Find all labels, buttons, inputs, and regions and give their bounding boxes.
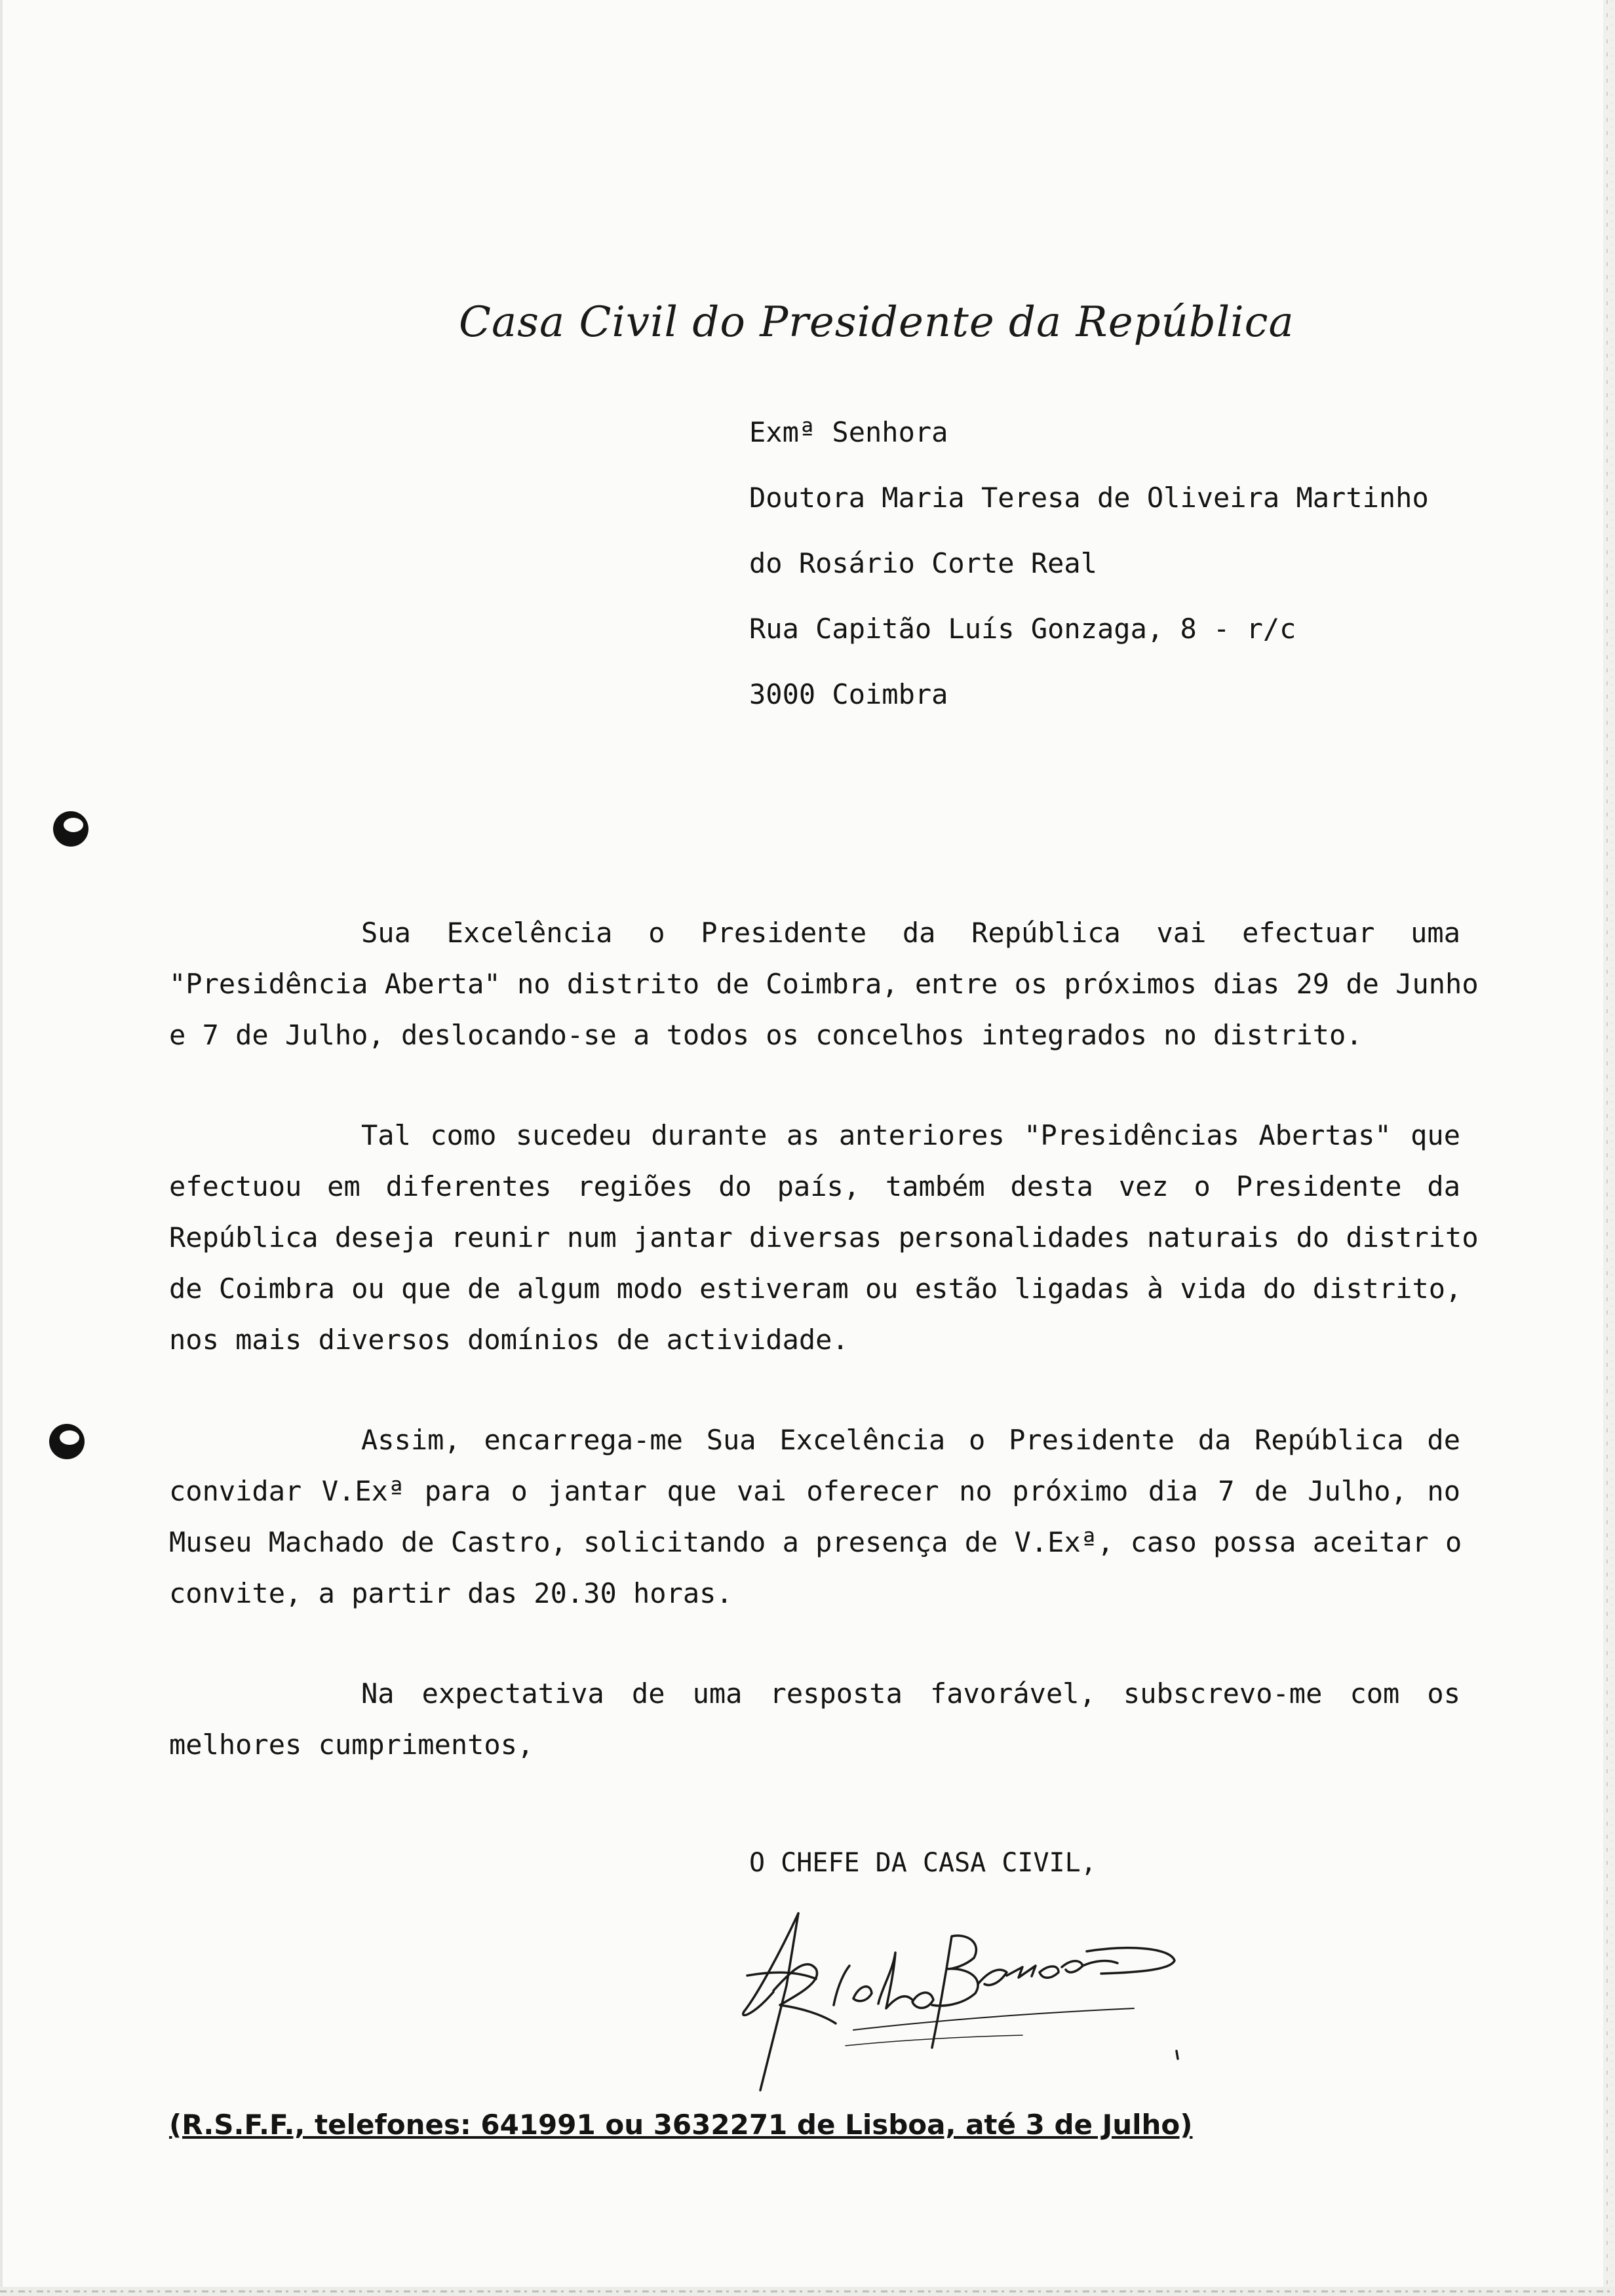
signature-title: O CHEFE DA CASA CIVIL, xyxy=(749,1848,1097,1878)
punch-hole-top-icon xyxy=(51,809,90,849)
text-line: e 7 de Julho, deslocando-se a todos os concelhos integrados no distrito. xyxy=(169,1019,1363,1051)
paragraph-3 xyxy=(169,1415,1460,1619)
text-line: efectuou em diferentes regiões do país, também desta vez o Presidente da xyxy=(169,1170,1460,1202)
recipient-address xyxy=(749,413,1503,740)
text-line: Sua Excelência o Presidente da República vai efectuar uma xyxy=(361,917,1460,949)
text-line: Tal como sucedeu durante as anteriores "Presidências Abertas" que xyxy=(361,1119,1460,1151)
address-line: Rua Capitão Luís Gonzaga, 8 - r/c xyxy=(749,613,1296,645)
scan-edge-left xyxy=(0,0,3,2296)
paragraph-4 xyxy=(169,1668,1460,1770)
text-line: Museu Machado de Castro, solicitando a presença de V.Exª, caso possa aceitar o xyxy=(169,1526,1462,1558)
text-line: de Coimbra ou que de algum modo estiveram ou estão ligadas à vida do distrito, xyxy=(169,1272,1462,1305)
text-line: convite, a partir das 20.30 horas. xyxy=(169,1577,733,1609)
text-line: Assim, encarrega-me Sua Excelência o Presidente da República de xyxy=(361,1424,1460,1456)
address-line: do Rosário Corte Real xyxy=(749,547,1098,579)
text-line: Na expectativa de uma resposta favorável, subscrevo-me com os xyxy=(361,1677,1460,1710)
scan-edge-bottom xyxy=(0,2287,1615,2296)
text-line: nos mais diversos domínios de actividade. xyxy=(169,1324,849,1356)
footer-note: (R.S.F.F., telefones: 641991 ou 3632271 de Lisboa, até 3 de Julho) xyxy=(169,2109,1193,2141)
signature xyxy=(682,1874,1193,2097)
scan-edge-right xyxy=(1603,0,1615,2296)
letterhead: Casa Civil do Presidente da República xyxy=(459,298,1294,347)
address-line: Exmª Senhora xyxy=(749,416,948,448)
address-line: Doutora Maria Teresa de Oliveira Martinho xyxy=(749,482,1429,514)
text-line: convidar V.Exª para o jantar que vai oferecer no próximo dia 7 de Julho, no xyxy=(169,1475,1460,1507)
text-line: República deseja reunir num jantar diversas personalidades naturais do distrito xyxy=(169,1221,1479,1253)
punch-hole-bottom-icon xyxy=(47,1422,87,1461)
text-line: "Presidência Aberta" no distrito de Coimbra, entre os próximos dias 29 de Junho xyxy=(169,968,1479,1000)
letter-body xyxy=(169,908,1479,1820)
paragraph-2 xyxy=(169,1110,1479,1366)
text-line: melhores cumprimentos, xyxy=(169,1729,534,1761)
paragraph-1 xyxy=(169,908,1479,1061)
address-line: 3000 Coimbra xyxy=(749,678,948,710)
